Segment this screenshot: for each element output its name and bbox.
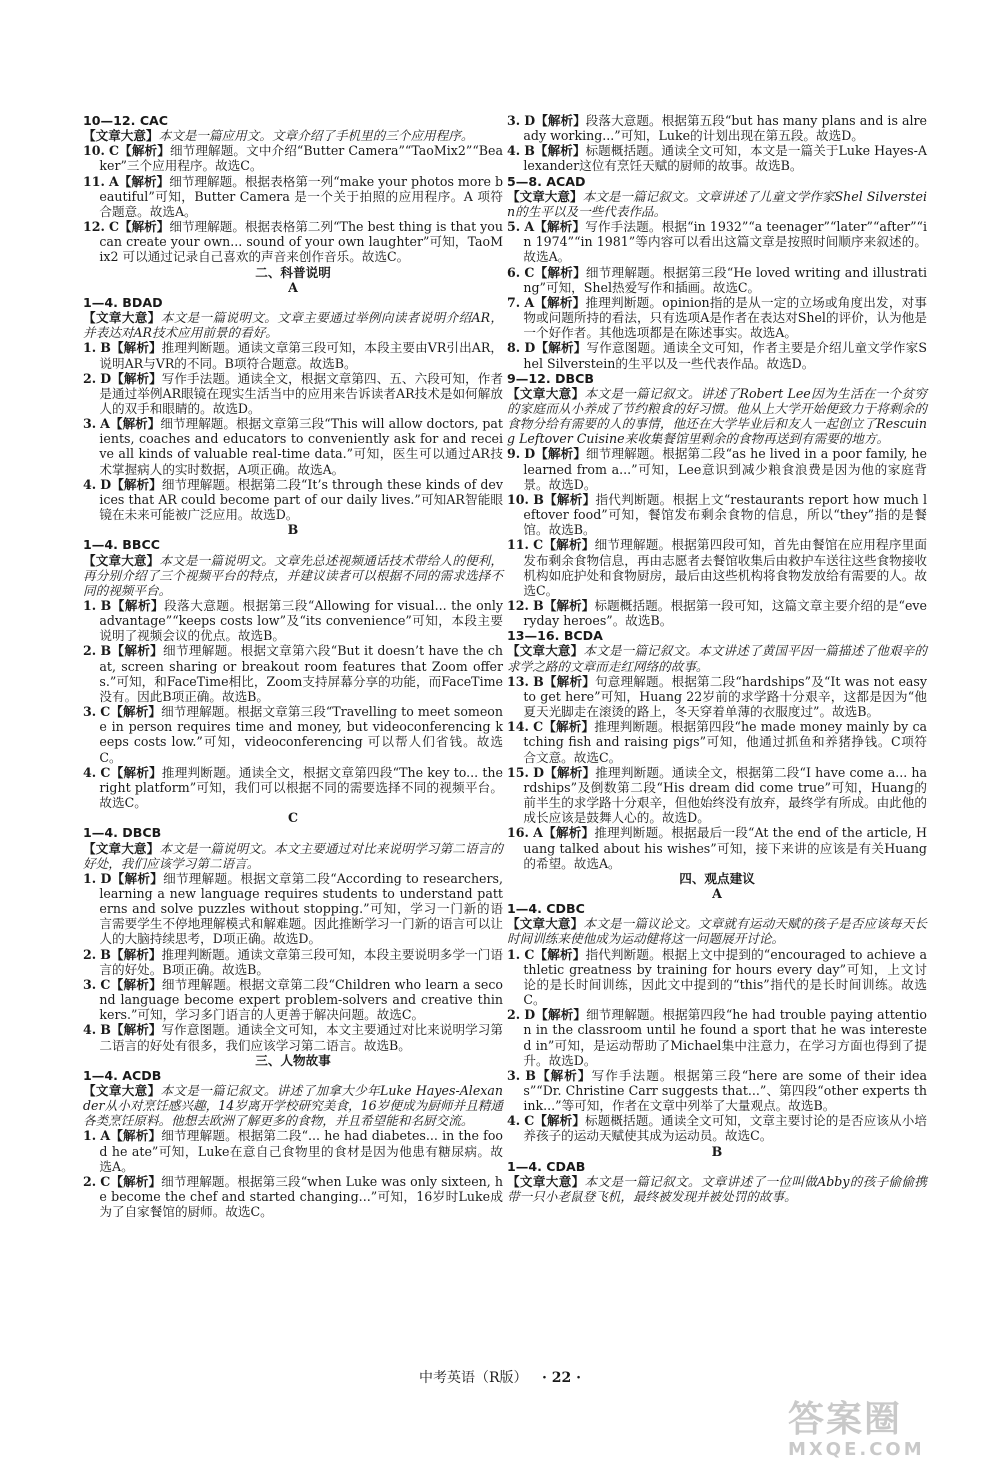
explanation-text: 细节理解题。根据第四段“he had trouble paying attention in the classroom until he found a sport that he was interested in”可知，是运动帮助了Michael集中注意力，在学习方面也得到了提升。故选D。 [523, 1007, 928, 1068]
answer-group-key: 1—4. CDAB [507, 1158, 586, 1174]
answer-letter: D [100, 476, 112, 492]
answer-explanation [83, 947, 503, 977]
answer-explanation [83, 143, 503, 173]
summary-tag: 【文章大意】 [507, 385, 585, 401]
answer-explanation [83, 704, 503, 765]
answer-explanation [507, 113, 927, 143]
analysis-tag: 【解析】 [111, 370, 162, 386]
summary-text: 本文是一篇记叙文。本文讲述了黄国平因一篇描述了他艰辛的求学之路的文章而走红网络的故事。 [507, 643, 928, 674]
answer-letter: B [100, 1022, 111, 1038]
answer-letter: A [100, 416, 110, 432]
explanation-text: 细节理解题。文中介绍“Butter Camera”“TaoMix2”“Beaker”三个应用程序。故选C。 [99, 143, 503, 174]
question-number: 16. [507, 825, 529, 841]
explanation-text: 细节理解题。根据表格第一列“make your photos more beautiful”可知，Butter Camera 是一个关于拍照的应用程序。A 项符合题意。故选A。 [99, 173, 504, 219]
analysis-tag: 【解析】 [535, 1067, 592, 1083]
answer-letter: C [524, 946, 535, 962]
passage-summary [507, 386, 927, 447]
summary-tag: 【文章大意】 [507, 188, 583, 204]
question-number: 12. [507, 598, 529, 613]
section-heading: 二、科普说明 [255, 264, 331, 280]
analysis-tag: 【解析】 [534, 143, 586, 159]
question-number: 2. [83, 1173, 97, 1189]
question-number: 5. [507, 219, 521, 235]
analysis-tag: 【解析】 [110, 340, 162, 356]
summary-tag: 【文章大意】 [83, 1083, 161, 1098]
answer-letter: C [100, 976, 111, 992]
explanation-text: 细节理解题。根据第三段“He loved writing and illustrating”可知，Shel热爱写作和插画。故选C。 [523, 264, 927, 295]
answer-letter: C [109, 143, 120, 159]
answer-letter: D [524, 113, 536, 128]
answer-letter: D [524, 446, 536, 462]
answer-explanation [83, 340, 503, 370]
explanation-text: 写作意图题。通读全文可知，作者主要是介绍儿童文学作家Shel Silverstein的生平以及一些代表作品。故选D。 [523, 340, 927, 371]
answer-letter: B [100, 598, 112, 613]
passage-letter: A [712, 885, 722, 901]
explanation-text: 标题概括题。根据第一段可知，这篇文章主要介绍的是“everyday heroes”。故选B。 [523, 598, 927, 629]
section-heading: 四、观点建议 [679, 870, 755, 886]
question-number: 9. [507, 446, 521, 462]
answer-explanation [83, 643, 503, 704]
answer-explanation [83, 765, 503, 810]
book-title: 中考英语（R版） [419, 1370, 528, 1386]
analysis-tag: 【解析】 [543, 673, 595, 689]
passage-summary [83, 553, 503, 598]
answer-letter: D [100, 370, 112, 386]
summary-text: 本文是一篇说明文。文章先总述视频通话技术带给人的便利，再分别介绍了三个视频平台的特点，并建议读者可以根据不同的需求选择不同的视频平台。 [83, 552, 504, 598]
passage-letter: C [287, 810, 299, 826]
answer-explanation [83, 977, 503, 1022]
explanation-text: 写作手法题。根据第三段“here are some of their ideas”“Dr. Christine Carr suggests that...”、第四段“other experts think...”等可知，作者在文章中列举了大量观点。故选B。 [523, 1067, 927, 1114]
summary-text: 本文是一篇应用文。文章介绍了手机里的三个应用程序。 [158, 128, 474, 144]
analysis-tag: 【解析】 [534, 219, 586, 235]
summary-tag: 【文章大意】 [507, 643, 584, 659]
answer-explanation [83, 416, 503, 477]
passage-summary [83, 841, 503, 871]
answer-explanation [83, 174, 503, 219]
answer-explanation [83, 871, 503, 947]
answer-explanation [507, 143, 927, 173]
answer-explanation [507, 295, 927, 340]
explanation-text: 推理判断题。通读全文，根据文章第四段“The key to... the right platform”可知，我们可以根据不同的需要选择不同的视频平台。故选C。 [99, 764, 503, 811]
answer-explanation [83, 1128, 503, 1173]
analysis-tag: 【解析】 [543, 719, 595, 735]
question-number: 6. [507, 264, 521, 280]
explanation-text: 细节理解题。根据文章第二段“Children who learn a second language become expert problem-solvers and creative thinkers.”可知，学习多门语言的人更善于解决问题。故选C。 [99, 976, 503, 1023]
summary-tag: 【文章大意】 [83, 840, 160, 856]
answer-letter: B [100, 340, 111, 356]
explanation-text: 写作手法题。根据“in 1932”“a teenager”“later”“after”“in 1974”“in 1981”等内容可以看出这篇文章是按照时间顺序来叙述的。故选A。 [523, 219, 927, 265]
question-number: 4. [83, 764, 97, 780]
answer-letter: B [525, 1067, 536, 1083]
answer-group-key: 10—12. CAC [83, 113, 169, 128]
question-number: 3. [507, 113, 521, 128]
question-number: 11. [507, 537, 529, 553]
explanation-text: 推理判断题。根据最后一段“At the end of the article, Huang talked about his wishes”可知，接下来讲的应该是有关Huang的希望。故选A。 [523, 825, 927, 871]
answer-group-key: 9—12. DBCB [507, 370, 594, 386]
question-number: 2. [83, 946, 97, 962]
analysis-tag: 【解析】 [534, 1113, 586, 1129]
summary-tag: 【文章大意】 [507, 916, 584, 932]
section-heading: 三、人物故事 [255, 1052, 331, 1068]
question-number: 12. [83, 219, 105, 235]
answer-letter: B [100, 946, 111, 962]
answer-explanation [507, 598, 927, 628]
question-number: 13. [507, 673, 529, 689]
explanation-text: 细节理解题。根据第三段“when Luke was only sixteen, he become the chef and started changing...”可知，16岁时Luke成为了自家餐馆的厨师。故选C。 [99, 1173, 503, 1220]
page-number: · 22 · [542, 1370, 581, 1386]
answer-explanation [507, 719, 927, 764]
analysis-tag: 【解析】 [535, 340, 587, 356]
analysis-tag: 【解析】 [111, 476, 162, 492]
question-number: 3. [83, 976, 97, 992]
summary-text: 本文是一篇记叙文。讲述了加拿大少年Luke Hayes-Alexander从小对烹饪感兴趣，14岁离开学校研究美食，16岁便成为厨师并且精通各类烹饪原料。他想去欧洲了解更多的食物，并且希望能和名厨交流。 [83, 1083, 504, 1129]
answer-group-key: 1—4. DBCB [83, 825, 162, 841]
passage-summary [507, 643, 927, 673]
analysis-tag: 【解析】 [109, 416, 161, 432]
explanation-text: 细节理解题。根据文章第六段“But it doesn’t have the chat, screen sharing or breakout room features that Zoom offers.”可知，和FaceTime相比，Zoom支持屏幕分享的功能，而FaceTime没有。因此B项正确。故选B。 [99, 643, 503, 704]
summary-text: 本文是一篇说明文。文章主要通过举例向读者说明介绍AR，并表达对AR技术应用前景的看好。 [83, 310, 504, 341]
summary-tag: 【文章大意】 [83, 128, 159, 144]
answer-letter: D [100, 870, 112, 886]
right-column [507, 113, 927, 1204]
analysis-tag: 【解析】 [535, 446, 587, 462]
summary-text: 本文是一篇议论文。文章就有运动天赋的孩子是否应该每天长时间训练来使他成为运动健将这一问题展开讨论。 [507, 916, 928, 947]
answer-letter: A [533, 825, 543, 841]
summary-text: 本文是一篇记叙文。讲述了Robert Lee因为生活在一个贫穷的家庭而从小养成了节约粮食的好习惯。他从上大学开始便致力于将剩余的食物分给有需要的人的事情，他还在大学毕业后和友人一起创立了Rescuing Leftover Cuisine来收集餐馆里剩余的食物再送到有需要的地方。 [507, 385, 927, 447]
analysis-tag: 【解析】 [110, 1128, 162, 1144]
question-number: 1. [83, 1128, 97, 1144]
passage-summary [83, 1083, 503, 1128]
answer-explanation [507, 1068, 927, 1113]
explanation-text: 段落大意题。根据第三段“Allowing for visual... the only advantage”“keeps costs low”及“its convenience”可知，本段主要说明了视频会议的优点。故选B。 [99, 598, 504, 644]
question-number: 2. [507, 1007, 521, 1023]
answer-letter: C [533, 537, 544, 553]
question-number: 10. [83, 143, 105, 159]
question-number: 3. [507, 1067, 521, 1083]
passage-summary [83, 128, 503, 143]
analysis-tag: 【解析】 [110, 976, 162, 992]
explanation-text: 细节理解题。根据表格第二列“The best thing is that you can create your own... sound of your own laughter”可知，TaoMix2 可以通过记录自己喜欢的声音来创作音乐。故选C。 [99, 219, 503, 265]
answer-letter: B [100, 643, 112, 659]
explanation-text: 推理判断题。根据第四段“he made money mainly by catching fish and raising pigs”可知，他通过抓鱼和养猪挣钱。C项符合文意。故选C。 [523, 719, 928, 765]
answer-letter: C [100, 764, 111, 780]
explanation-text: 标题概括题。通读全文可知，本文是一篇关于Luke Hayes-Alexander这位有烹饪天赋的厨师的故事。故选B。 [523, 143, 927, 174]
analysis-tag: 【解析】 [110, 764, 162, 780]
answer-explanation [83, 371, 503, 416]
question-number: 10. [507, 491, 529, 507]
answer-explanation [507, 265, 927, 295]
question-number: 2. [83, 370, 97, 386]
question-number: 1. [83, 870, 97, 886]
passage-summary [507, 189, 927, 219]
answer-explanation [83, 598, 503, 643]
summary-tag: 【文章大意】 [507, 1173, 585, 1189]
analysis-tag: 【解析】 [111, 598, 165, 613]
explanation-text: 指代判断题。根据上文“restaurants report how much leftover food”可知，餐馆发布剩余食物的信息，所以“they”指的是餐馆。故选B。 [523, 491, 927, 538]
passage-summary [507, 916, 927, 946]
passage-letter: B [711, 1143, 723, 1159]
analysis-tag: 【解析】 [534, 264, 586, 280]
page-footer [0, 1371, 1000, 1386]
answer-letter: B [533, 673, 544, 689]
answer-letter: A [524, 294, 535, 310]
analysis-tag: 【解析】 [535, 113, 586, 128]
answer-letter: B [533, 491, 544, 507]
answer-explanation [83, 1174, 503, 1219]
question-number: 4. [507, 143, 521, 159]
analysis-tag: 【解析】 [534, 946, 586, 962]
question-number: 1. [83, 340, 97, 356]
question-number: 2. [83, 643, 97, 659]
answer-explanation [507, 947, 927, 1008]
explanation-text: 细节理解题。根据文章第二段“According to researchers, learning a new language requires students to understand patterns and solve puzzles without stopping.”可知，学习一门新的语言需要学生不停地理解模式和解难题。因此推断学习一门新的语言可以让人的大脑持续思考，D项正确。故选D。 [99, 870, 503, 947]
watermark-text: 答案圈 [788, 1399, 903, 1440]
analysis-tag: 【解析】 [535, 1007, 587, 1023]
answer-explanation [507, 825, 927, 870]
answer-explanation [507, 446, 927, 491]
question-number: 4. [83, 1022, 97, 1038]
answer-explanation [507, 1113, 927, 1143]
explanation-text: 标题概括题。通读全文可知，文章主要讨论的是否应该从小培养孩子的运动天赋使其成为运动员。故选C。 [523, 1113, 927, 1144]
answer-group-key: 13—16. BCDA [507, 628, 603, 644]
analysis-tag: 【解析】 [119, 143, 170, 159]
summary-text: 本文是一篇记叙文。文章讲述了儿童文学作家Shel Silverstein的生平以及一些代表作品。 [507, 188, 927, 219]
explanation-text: 细节理解题。根据文章第三段“This will allow doctors, patients, coaches and educators to conveniently ask for and receive all kinds of valuable real-time data.”可知，医生可以通过AR技术掌握病人的实时数据，A项正确。故选A。 [99, 416, 503, 477]
analysis-tag: 【解析】 [544, 764, 596, 780]
analysis-tag: 【解析】 [543, 537, 595, 553]
analysis-tag: 【解析】 [543, 598, 595, 613]
analysis-tag: 【解析】 [111, 643, 164, 659]
analysis-tag: 【解析】 [118, 219, 170, 235]
analysis-tag: 【解析】 [110, 1173, 162, 1189]
summary-tag: 【文章大意】 [83, 552, 160, 568]
watermark-logo [788, 1400, 988, 1462]
answer-explanation [507, 340, 927, 370]
answer-explanation [83, 219, 503, 264]
answer-explanation [507, 765, 927, 826]
explanation-text: 推理判断题。通读全文，根据第二段“I have come a... hardships”及倒数第二段“His dream did come true”可知，Huang的前半生的求学路十分艰辛，但他始终没有放弃，最终学有所成。由此他的成长应该是鼓舞人心的。故选D。 [523, 764, 928, 826]
answer-explanation [507, 492, 927, 537]
explanation-text: 推理判断题。opinion指的是从一定的立场或角度出发，对事物或问题所持的看法，只有选项A是作者在表达对Shel的评价，认为他是一个好作者。其他选项都是在陈述事实。故选A。 [523, 294, 927, 341]
analysis-tag: 【解析】 [542, 825, 595, 841]
answer-letter: B [524, 143, 535, 159]
summary-text: 本文是一篇说明文。本文主要通过对比来说明学习第二语言的好处，我们应该学习第二语言。 [83, 840, 504, 871]
explanation-text: 指代判断题。根据上文中提到的“encouraged to achieve athletic greatness by training for hours every day”可知，上文讨论的是长时间训练，因此文中提到的“this”指代的是长时间训练。故选C。 [523, 946, 927, 1008]
analysis-tag: 【解析】 [110, 946, 162, 962]
answer-letter: C [108, 219, 119, 235]
question-number: 4. [83, 476, 97, 492]
answer-explanation [507, 674, 927, 719]
explanation-text: 细节理解题。根据第二段“... he had diabetes... in the food he ate”可知，Luke在意自己食物里的食材是因为他患有糖尿病。故选A。 [99, 1128, 503, 1174]
question-number: 7. [507, 294, 521, 310]
question-number: 4. [507, 1113, 521, 1129]
answer-letter: C [100, 704, 111, 720]
watermark-url: MXQE.COM [788, 1439, 925, 1460]
answer-letter: C [100, 1173, 111, 1189]
answer-explanation [507, 537, 927, 598]
explanation-text: 细节理解题。根据文章第三段“Travelling to meet someone in person requires time and money, but videoconferencing keeps costs low.”可知，videoconferencing 可以帮人们省钱。故选C。 [99, 704, 503, 765]
question-number: 1. [507, 946, 521, 962]
left-column [83, 113, 503, 1219]
analysis-tag: 【解析】 [118, 173, 170, 189]
answer-group-key: 1—4. BBCC [83, 537, 160, 553]
answer-explanation [83, 1022, 503, 1052]
question-number: 8. [507, 340, 521, 356]
answer-letter: C [524, 264, 535, 280]
question-number: 3. [83, 704, 97, 720]
answer-letter: A [524, 219, 535, 235]
passage-letter: A [288, 279, 298, 295]
answer-group-key: 1—4. BDAD [83, 294, 163, 310]
answer-letter: D [524, 1007, 536, 1023]
explanation-text: 细节理解题。根据第二段“as he lived in a poor family, he learned from a...”可知，Lee意识到减少粮食浪费是因为他的家庭背景。故选D。 [523, 446, 927, 492]
question-number: 11. [83, 173, 105, 189]
answer-explanation [507, 1007, 927, 1068]
passage-summary [507, 1174, 927, 1204]
answer-letter: A [108, 173, 119, 189]
answer-letter: D [524, 340, 536, 356]
analysis-tag: 【解析】 [110, 704, 162, 720]
answer-group-key: 5—8. ACAD [507, 173, 586, 189]
explanation-text: 写作手法题。通读全文，根据文章第四、五、六段可知，作者是通过举例AR眼镜在现实生活当中的应用来告诉读者AR技术是如何解放人的双手和眼睛的。故选D。 [99, 370, 503, 416]
question-number: 15. [507, 764, 529, 780]
answer-explanation [507, 219, 927, 264]
analysis-tag: 【解析】 [111, 870, 164, 886]
answer-letter: B [533, 598, 544, 613]
explanation-text: 推理判断题。通读文章第三段可知，本段主要由VR引出AR，说明AR与VR的不同。B项符合题意。故选B。 [99, 340, 504, 371]
explanation-text: 推理判断题。通读文章第三段可知，本段主要说明多学一门语言的好处。B项正确。故选B。 [99, 946, 503, 977]
explanation-text: 细节理解题。根据第四段可知，首先由餐馆在应用程序里面发布剩余食物信息，再由志愿者去餐馆收集后由救护车送往这些食物接收机构如庇护处和食物厨房，最后由这些机构将食物发放给有需要的人。故选C。 [523, 537, 928, 598]
summary-text: 本文是一篇记叙文。文章讲述了一位叫做Abby的孩子偷偷携带一只小老鼠登飞机，最终被发现并被处罚的故事。 [507, 1173, 927, 1205]
passage-letter: B [287, 522, 299, 538]
explanation-text: 句意理解题。根据第二段“hardships”及“It was not easy to get here”可知，Huang 22岁前的求学路十分艰辛，这都是因为“他夏天光脚走在滚烫的路上，冬天穿着单薄的衣服度过”。故选B。 [523, 673, 927, 720]
passage-summary [83, 310, 503, 340]
analysis-tag: 【解析】 [534, 294, 586, 310]
answer-group-key: 1—4. CDBC [507, 901, 585, 917]
answer-letter: D [533, 764, 545, 780]
answer-explanation [83, 477, 503, 522]
question-number: 14. [507, 719, 529, 735]
explanation-text: 写作意图题。通读全文可知，本文主要通过对比来说明学习第二语言的好处有很多，我们应该学习第二语言。故选B。 [99, 1022, 503, 1053]
summary-tag: 【文章大意】 [83, 310, 161, 326]
question-number: 1. [83, 598, 97, 613]
answer-letter: C [524, 1113, 535, 1129]
analysis-tag: 【解析】 [543, 491, 596, 507]
answer-letter: C [533, 719, 544, 735]
explanation-text: 细节理解题。根据第二段“It’s through these kinds of devices that AR could become part of our daily lives.”可知AR智能眼镜在未来可能被广泛应用。故选D。 [99, 476, 503, 523]
answer-group-key: 1—4. ACDB [83, 1067, 162, 1083]
question-number: 3. [83, 416, 97, 432]
analysis-tag: 【解析】 [110, 1022, 162, 1038]
answer-letter: A [100, 1128, 111, 1144]
explanation-text: 段落大意题。根据第五段“but has many plans and is already working...”可知，Luke的计划出现在第五段。故选D。 [523, 113, 927, 144]
